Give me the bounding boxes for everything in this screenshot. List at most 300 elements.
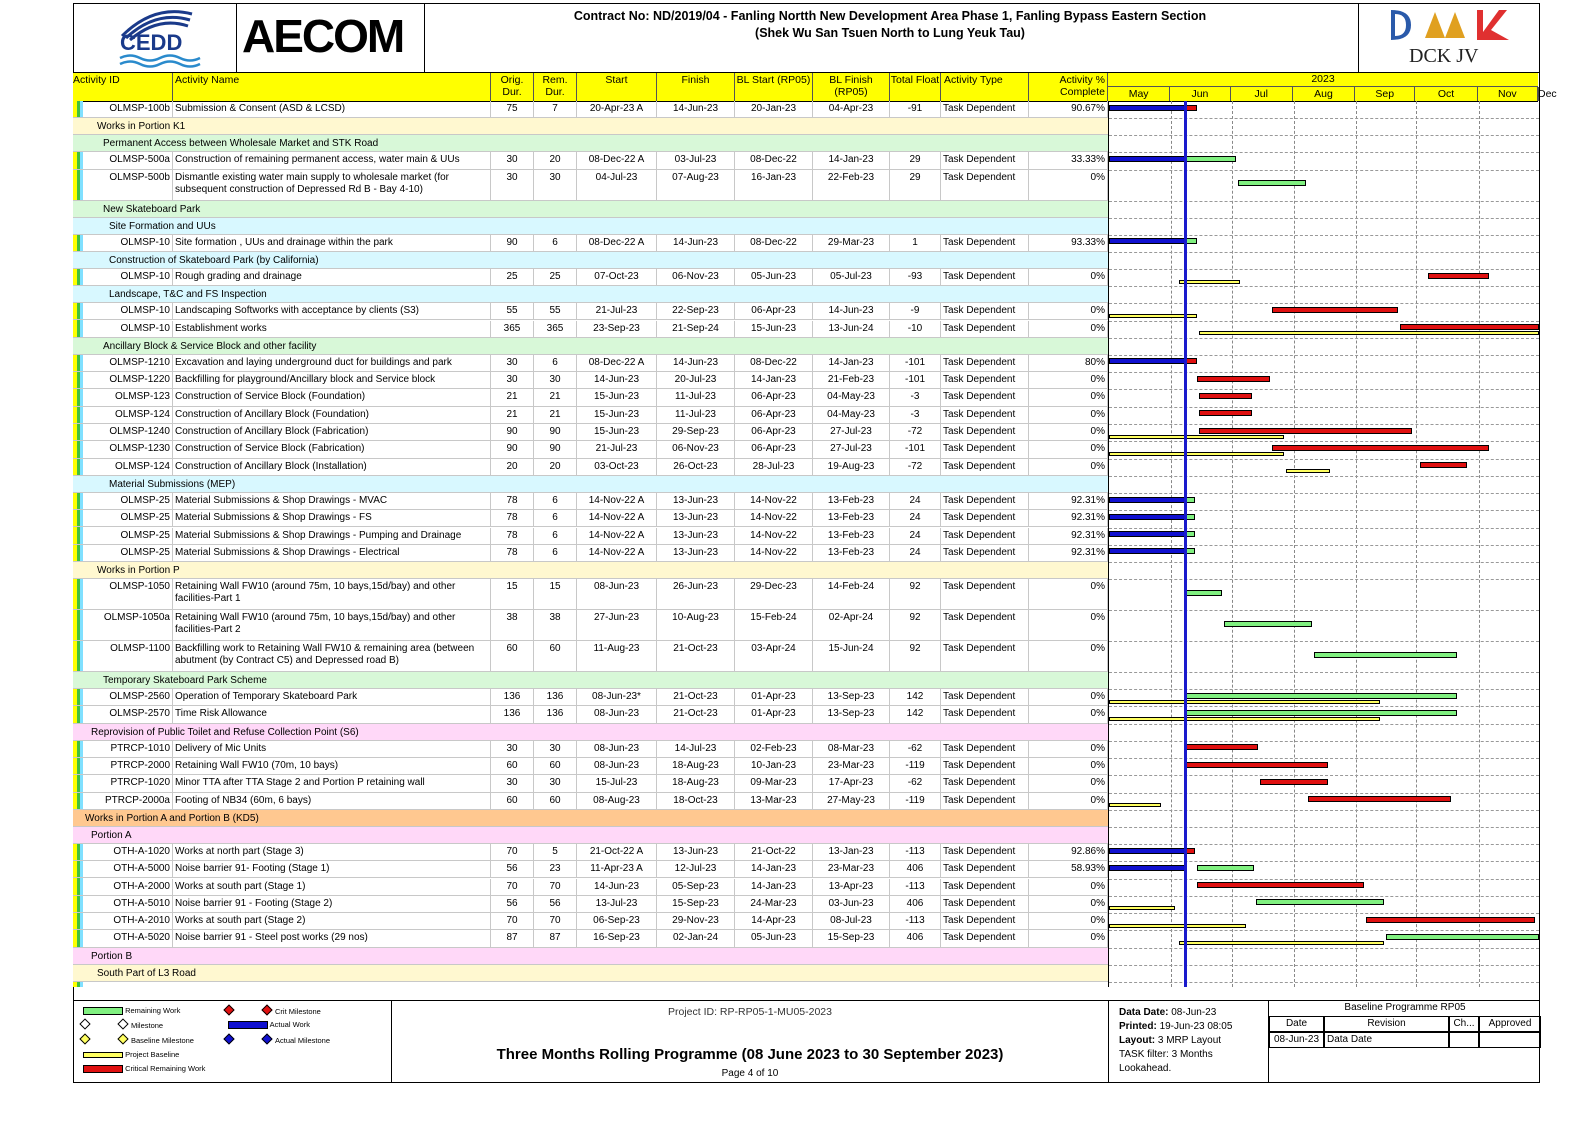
total-float-cell: 92 xyxy=(890,579,941,609)
activity-type-cell: Task Dependent xyxy=(941,913,1029,929)
gantt-row-line xyxy=(1109,493,1539,494)
bl-finish-cell: 14-Jun-23 xyxy=(813,303,890,319)
contract-title xyxy=(430,8,1350,42)
activity-id-cell: OLMSP-123 xyxy=(73,389,173,405)
col-finish[interactable]: Finish xyxy=(657,73,735,101)
bl-start-cell: 16-Jan-23 xyxy=(735,170,813,200)
legend-critical-swatch xyxy=(83,1065,123,1073)
col-activity-type[interactable]: Activity Type xyxy=(941,73,1029,101)
orig-dur-cell: 60 xyxy=(491,758,534,774)
baseline-bar[interactable] xyxy=(1199,331,1539,335)
table-row[interactable] xyxy=(73,861,1108,878)
pct-complete-cell: 92.31% xyxy=(1029,510,1108,526)
bl-start-cell: 08-Dec-22 xyxy=(735,235,813,251)
rem-dur-cell: 70 xyxy=(534,913,577,929)
gantt-row-line xyxy=(1109,689,1539,690)
finish-date-cell: 07-Aug-23 xyxy=(657,170,735,200)
bl-start-cell: 14-Nov-22 xyxy=(735,528,813,544)
table-row[interactable] xyxy=(73,689,1108,706)
table-row[interactable] xyxy=(73,641,1108,672)
finish-date-cell: 02-Jan-24 xyxy=(657,930,735,946)
critical-bar[interactable] xyxy=(1272,445,1489,451)
critical-bar[interactable] xyxy=(1199,428,1412,434)
actual-bar[interactable] xyxy=(1109,548,1185,554)
table-row[interactable] xyxy=(73,610,1108,641)
table-row[interactable] xyxy=(73,896,1108,913)
remaining-bar[interactable] xyxy=(1314,652,1457,658)
start-date-cell: 20-Apr-23 A xyxy=(577,101,657,117)
pct-complete-cell: 0% xyxy=(1029,706,1108,722)
bl-finish-cell: 03-Jun-23 xyxy=(813,896,890,912)
baseline-bar[interactable] xyxy=(1109,435,1284,439)
baseline-milestone-icon xyxy=(79,1033,90,1044)
wbs-band[interactable]: Temporary Skateboard Park Scheme xyxy=(73,672,1108,689)
bl-finish-cell: 21-Feb-23 xyxy=(813,372,890,388)
contract-title-line2: (Shek Wu San Tsuen North to Lung Yeuk Tau) xyxy=(755,26,1025,40)
bl-finish-cell: 13-Apr-23 xyxy=(813,879,890,895)
activity-type-cell: Task Dependent xyxy=(941,269,1029,285)
bl-finish-cell: 13-Jun-24 xyxy=(813,321,890,337)
col-rem-dur[interactable]: Rem. Dur. xyxy=(534,73,577,101)
bl-start-cell: 14-Nov-22 xyxy=(735,545,813,561)
table-row[interactable] xyxy=(73,879,1108,896)
wbs-band[interactable]: Portion A xyxy=(73,827,1108,844)
table-row[interactable] xyxy=(73,269,1108,286)
wbs-band[interactable]: Reprovision of Public Toilet and Refuse Collection Point (S6) xyxy=(73,724,1108,741)
timeline-year: 2023 xyxy=(1108,73,1538,87)
remaining-bar[interactable] xyxy=(1238,180,1306,186)
pct-complete-cell: 92.31% xyxy=(1029,493,1108,509)
orig-dur-cell: 75 xyxy=(491,101,534,117)
critical-bar[interactable] xyxy=(1185,744,1257,750)
wbs-band[interactable]: New Skateboard Park xyxy=(73,201,1108,218)
remaining-bar[interactable] xyxy=(1256,899,1385,905)
start-date-cell: 15-Jul-23 xyxy=(577,775,657,791)
actual-bar[interactable] xyxy=(1109,358,1185,364)
activity-type-cell: Task Dependent xyxy=(941,689,1029,705)
activity-type-cell: Task Dependent xyxy=(941,793,1029,809)
gantt-row-line xyxy=(1109,982,1539,983)
activity-id-cell: OLMSP-10 xyxy=(73,303,173,319)
wbs-band[interactable]: Portion B xyxy=(73,948,1108,965)
col-activity-id[interactable]: Activity ID xyxy=(73,73,173,101)
gantt-row-line xyxy=(1109,118,1539,119)
bl-finish-cell: 22-Feb-23 xyxy=(813,170,890,200)
activity-type-cell: Task Dependent xyxy=(941,170,1029,200)
total-float-cell: -3 xyxy=(890,389,941,405)
table-row[interactable] xyxy=(73,528,1108,545)
pct-complete-cell: 0% xyxy=(1029,689,1108,705)
finish-date-cell: 21-Oct-23 xyxy=(657,706,735,722)
activity-id-cell: OTH-A-2000 xyxy=(73,879,173,895)
activity-type-cell: Task Dependent xyxy=(941,459,1029,475)
actual-bar[interactable] xyxy=(1109,865,1185,871)
critical-bar[interactable] xyxy=(1197,376,1269,382)
remaining-bar[interactable] xyxy=(1185,693,1456,699)
filter-line: TASK filter: 3 Months Lookahead. xyxy=(1119,1049,1213,1074)
total-float-cell: -91 xyxy=(890,101,941,117)
start-date-cell: 03-Oct-23 xyxy=(577,459,657,475)
rem-dur-cell: 6 xyxy=(534,510,577,526)
bl-start-cell: 05-Jun-23 xyxy=(735,930,813,946)
start-date-cell: 21-Jul-23 xyxy=(577,441,657,457)
rem-dur-cell: 23 xyxy=(534,861,577,877)
start-date-cell: 08-Dec-22 A xyxy=(577,152,657,168)
total-float-cell: 24 xyxy=(890,493,941,509)
table-row[interactable] xyxy=(73,793,1108,810)
timeline-month: Aug xyxy=(1293,87,1355,101)
table-row[interactable] xyxy=(73,389,1108,406)
bl-start-cell: 14-Nov-22 xyxy=(735,493,813,509)
total-float-cell: 406 xyxy=(890,861,941,877)
gantt-row-line xyxy=(1109,913,1539,914)
table-row[interactable] xyxy=(73,545,1108,562)
bl-finish-cell: 14-Jan-23 xyxy=(813,355,890,371)
bl-finish-cell: 08-Mar-23 xyxy=(813,741,890,757)
baseline-bar[interactable] xyxy=(1109,717,1380,721)
start-date-cell: 08-Jun-23 xyxy=(577,706,657,722)
rem-dur-cell: 136 xyxy=(534,706,577,722)
legend-baseline-swatch xyxy=(83,1052,123,1058)
activity-name-cell: Retaining Wall FW10 (around 75m, 10 bays,15d/bay) and other facilities-Part 1 xyxy=(173,579,491,609)
critical-bar[interactable] xyxy=(1400,324,1539,330)
activity-type-cell: Task Dependent xyxy=(941,861,1029,877)
gantt-row-line xyxy=(1109,303,1539,304)
wbs-band[interactable]: South Part of L3 Road xyxy=(73,965,1108,982)
table-row[interactable] xyxy=(73,303,1108,320)
activity-id-cell: OLMSP-2570 xyxy=(73,706,173,722)
activity-id-cell: OLMSP-500b xyxy=(73,170,173,200)
legend-milestone xyxy=(81,1020,163,1031)
total-float-cell: 24 xyxy=(890,510,941,526)
pct-complete-cell: 0% xyxy=(1029,913,1108,929)
baseline-col-date: Date xyxy=(1269,1016,1324,1032)
total-float-cell: -9 xyxy=(890,303,941,319)
orig-dur-cell: 30 xyxy=(491,741,534,757)
gantt-row-line xyxy=(1109,321,1539,322)
activity-type-cell: Task Dependent xyxy=(941,424,1029,440)
legend-project-baseline xyxy=(83,1050,179,1060)
table-row[interactable] xyxy=(73,706,1108,723)
gantt-row-line xyxy=(1109,407,1539,408)
programme-title: Three Months Rolling Programme (08 June 2023 to 30 September 2023) xyxy=(496,1046,1004,1063)
total-float-cell: 24 xyxy=(890,545,941,561)
gantt-row-line xyxy=(1109,286,1539,287)
wbs-band[interactable]: Works in Portion A and Portion B (KD5) xyxy=(73,810,1108,827)
activity-id-cell: OTH-A-1020 xyxy=(73,844,173,860)
activity-name-cell: Backfilling work to Retaining Wall FW10 & remaining area (between abutment (by Contract C5) and Depressed road B) xyxy=(173,641,491,671)
gantt-row-line xyxy=(1109,252,1539,253)
table-row[interactable] xyxy=(73,441,1108,458)
orig-dur-cell: 70 xyxy=(491,879,534,895)
finish-date-cell: 15-Sep-23 xyxy=(657,896,735,912)
activity-type-cell: Task Dependent xyxy=(941,528,1029,544)
activity-id-cell: OTH-A-2010 xyxy=(73,913,173,929)
rem-dur-cell: 87 xyxy=(534,930,577,946)
bl-finish-cell: 13-Sep-23 xyxy=(813,689,890,705)
rem-dur-cell: 15 xyxy=(534,579,577,609)
baseline-bar[interactable] xyxy=(1109,700,1380,704)
orig-dur-cell: 38 xyxy=(491,610,534,640)
remaining-bar[interactable] xyxy=(1185,710,1456,716)
wbs-band[interactable]: Site Formation and UUs xyxy=(73,218,1108,235)
bl-start-cell: 15-Feb-24 xyxy=(735,610,813,640)
activity-type-cell: Task Dependent xyxy=(941,321,1029,337)
critical-bar[interactable] xyxy=(1185,762,1328,768)
orig-dur-cell: 30 xyxy=(491,355,534,371)
total-float-cell: 29 xyxy=(890,152,941,168)
baseline-bar[interactable] xyxy=(1109,924,1246,928)
table-row[interactable] xyxy=(73,758,1108,775)
finish-date-cell: 18-Oct-23 xyxy=(657,793,735,809)
start-date-cell: 21-Oct-22 A xyxy=(577,844,657,860)
wbs-band[interactable]: Construction of Skateboard Park (by California) xyxy=(73,252,1108,269)
baseline-bar[interactable] xyxy=(1109,803,1161,807)
table-row[interactable] xyxy=(73,493,1108,510)
actual-bar[interactable] xyxy=(1109,531,1185,537)
start-date-cell: 14-Nov-22 A xyxy=(577,545,657,561)
page-number: Page 4 of 10 xyxy=(721,1068,779,1079)
remaining-bar[interactable] xyxy=(1224,621,1312,627)
activity-id-cell: PTRCP-1020 xyxy=(73,775,173,791)
col-orig-dur[interactable]: Orig. Dur. xyxy=(491,73,534,101)
gantt-row-line xyxy=(1109,965,1539,966)
dck-jv-logo xyxy=(1358,4,1539,72)
pct-complete-cell: 0% xyxy=(1029,407,1108,423)
wbs-band[interactable]: Material Submissions (MEP) xyxy=(73,476,1108,493)
start-date-cell: 15-Jun-23 xyxy=(577,424,657,440)
layout-label: Layout: xyxy=(1119,1035,1156,1046)
activity-name-cell: Noise barrier 91 - Footing (Stage 2) xyxy=(173,896,491,912)
critical-bar[interactable] xyxy=(1428,273,1488,279)
orig-dur-cell: 70 xyxy=(491,844,534,860)
dck-logo-text: DCK JV xyxy=(1409,45,1479,67)
printed-value: 19-Jun-23 08:05 xyxy=(1159,1021,1233,1032)
baseline-bar[interactable] xyxy=(1179,941,1384,945)
orig-dur-cell: 20 xyxy=(491,459,534,475)
start-date-cell: 13-Jul-23 xyxy=(577,896,657,912)
start-date-cell: 08-Dec-22 A xyxy=(577,355,657,371)
rem-dur-cell: 6 xyxy=(534,545,577,561)
table-row[interactable] xyxy=(73,372,1108,389)
activity-id-cell: OLMSP-124 xyxy=(73,407,173,423)
col-total-float[interactable]: Total Float xyxy=(890,73,941,101)
total-float-cell: 142 xyxy=(890,706,941,722)
legend-milestone-label: Milestone xyxy=(131,1021,164,1030)
critical-bar[interactable] xyxy=(1308,796,1451,802)
baseline-title: Baseline Programme RP05 xyxy=(1344,1002,1466,1013)
pct-complete-cell: 33.33% xyxy=(1029,152,1108,168)
actual-bar[interactable] xyxy=(1109,848,1185,854)
activity-type-cell: Task Dependent xyxy=(941,741,1029,757)
start-date-cell: 07-Oct-23 xyxy=(577,269,657,285)
activity-type-cell: Task Dependent xyxy=(941,389,1029,405)
bl-finish-cell: 13-Feb-23 xyxy=(813,510,890,526)
gantt-row-line xyxy=(1109,793,1539,794)
legend-remaining-label: Remaining Work xyxy=(125,1006,181,1015)
activity-id-cell: OLMSP-1220 xyxy=(73,372,173,388)
activity-type-cell: Task Dependent xyxy=(941,510,1029,526)
rem-dur-cell: 6 xyxy=(534,528,577,544)
orig-dur-cell: 70 xyxy=(491,913,534,929)
table-row[interactable] xyxy=(73,741,1108,758)
total-float-cell: -113 xyxy=(890,844,941,860)
bl-finish-cell: 29-Mar-23 xyxy=(813,235,890,251)
actual-bar[interactable] xyxy=(1109,105,1185,111)
table-row[interactable] xyxy=(73,459,1108,476)
wbs-band[interactable]: Ancillary Block & Service Block and other facility xyxy=(73,338,1108,355)
baseline-bar[interactable] xyxy=(1179,280,1239,284)
activity-name-cell: Operation of Temporary Skateboard Park xyxy=(173,689,491,705)
baseline-bar[interactable] xyxy=(1109,906,1175,910)
orig-dur-cell: 365 xyxy=(491,321,534,337)
critical-bar[interactable] xyxy=(1199,410,1251,416)
finish-date-cell: 13-Jun-23 xyxy=(657,528,735,544)
gantt-row-line xyxy=(1109,879,1539,880)
rem-dur-cell: 70 xyxy=(534,879,577,895)
contract-title-line1: Contract No: ND/2019/04 - Fanling Nortth New Development Area Phase 1, Fanling Bypass Eastern Section xyxy=(573,9,1207,23)
timeline-month: Jun xyxy=(1170,87,1230,101)
critical-bar[interactable] xyxy=(1197,882,1364,888)
table-row[interactable] xyxy=(73,152,1108,169)
wbs-band[interactable]: Landscape, T&C and FS Inspection xyxy=(73,286,1108,303)
table-row[interactable] xyxy=(73,321,1108,338)
remaining-bar[interactable] xyxy=(1386,934,1539,940)
col-bl-finish[interactable]: BL Finish (RP05) xyxy=(813,73,890,101)
total-float-cell: 92 xyxy=(890,641,941,671)
wbs-band[interactable]: Permanent Access between Wholesale Market and STK Road xyxy=(73,135,1108,152)
aecom-logo-text: AECOM xyxy=(242,10,404,62)
activity-id-cell: PTRCP-2000 xyxy=(73,758,173,774)
gantt-row-line xyxy=(1109,896,1539,897)
activity-name-cell: Establishment works xyxy=(173,321,491,337)
bl-finish-cell: 27-May-23 xyxy=(813,793,890,809)
actual-bar[interactable] xyxy=(1109,156,1185,162)
activity-name-cell: Site formation , UUs and drainage within the park xyxy=(173,235,491,251)
table-row[interactable] xyxy=(73,930,1108,947)
orig-dur-cell: 78 xyxy=(491,545,534,561)
timeline-header xyxy=(1108,73,1557,101)
total-float-cell: -101 xyxy=(890,372,941,388)
wbs-band[interactable]: Works in Portion P xyxy=(73,562,1108,579)
col-bl-start[interactable]: BL Start (RP05) xyxy=(735,73,813,101)
start-date-cell: 16-Sep-23 xyxy=(577,930,657,946)
total-float-cell: -101 xyxy=(890,355,941,371)
critical-bar[interactable] xyxy=(1199,393,1251,399)
activity-name-cell: Rough grading and drainage xyxy=(173,269,491,285)
activity-name-cell: Construction of remaining permanent access, water main & UUs xyxy=(173,152,491,168)
bl-finish-cell: 13-Feb-23 xyxy=(813,493,890,509)
actual-bar[interactable] xyxy=(1109,514,1185,520)
total-float-cell: 24 xyxy=(890,528,941,544)
col-activity-name[interactable]: Activity Name xyxy=(173,73,491,101)
baseline-col-revision: Revision xyxy=(1324,1016,1449,1032)
table-row[interactable] xyxy=(73,355,1108,372)
pct-complete-cell: 80% xyxy=(1029,355,1108,371)
table-row[interactable] xyxy=(73,170,1108,201)
activity-id-cell: OLMSP-1230 xyxy=(73,441,173,457)
table-row[interactable] xyxy=(73,407,1108,424)
print-info xyxy=(1108,1000,1268,1082)
critical-bar[interactable] xyxy=(1420,462,1466,468)
activity-id-cell: OLMSP-1240 xyxy=(73,424,173,440)
table-row[interactable] xyxy=(73,101,1108,118)
remaining-bar[interactable] xyxy=(1185,590,1221,596)
col-pct-complete[interactable]: Activity % Complete xyxy=(1029,73,1108,101)
table-row[interactable] xyxy=(73,424,1108,441)
activity-name-cell: Retaining Wall FW10 (70m, 10 bays) xyxy=(173,758,491,774)
activity-name-cell: Time Risk Allowance xyxy=(173,706,491,722)
table-row[interactable] xyxy=(73,510,1108,527)
table-row[interactable] xyxy=(73,235,1108,252)
critical-bar[interactable] xyxy=(1272,307,1399,313)
gantt-chart xyxy=(1108,101,1539,987)
critical-bar[interactable] xyxy=(1260,779,1328,785)
bl-finish-cell: 13-Feb-23 xyxy=(813,528,890,544)
activity-type-cell: Task Dependent xyxy=(941,844,1029,860)
table-row[interactable] xyxy=(73,844,1108,861)
baseline-bar[interactable] xyxy=(1109,452,1284,456)
activity-id-cell: OLMSP-10 xyxy=(73,269,173,285)
activity-id-cell: OLMSP-100b xyxy=(73,101,173,117)
table-row[interactable] xyxy=(73,579,1108,610)
activity-name-cell: Noise barrier 91 - Steel post works (29 nos) xyxy=(173,930,491,946)
activity-name-cell: Construction of Ancillary Block (Fabrication) xyxy=(173,424,491,440)
remaining-bar[interactable] xyxy=(1185,156,1235,162)
milestone-icon xyxy=(117,1018,128,1029)
total-float-cell: -62 xyxy=(890,775,941,791)
col-start[interactable]: Start xyxy=(577,73,657,101)
rem-dur-cell: 30 xyxy=(534,170,577,200)
actual-milestone-icon xyxy=(261,1033,272,1044)
total-float-cell: -119 xyxy=(890,793,941,809)
bl-start-cell: 08-Dec-22 xyxy=(735,355,813,371)
activity-type-cell: Task Dependent xyxy=(941,706,1029,722)
legend-actual-milestone-label: Actual Milestone xyxy=(275,1036,331,1045)
baseline-row-revision: Data Date xyxy=(1324,1032,1449,1048)
bl-finish-cell: 14-Feb-24 xyxy=(813,579,890,609)
rem-dur-cell: 7 xyxy=(534,101,577,117)
total-float-cell: -119 xyxy=(890,758,941,774)
data-date-line xyxy=(1184,101,1187,987)
remaining-bar[interactable] xyxy=(1197,865,1253,871)
activity-id-cell: OLMSP-10 xyxy=(73,321,173,337)
start-date-cell: 14-Nov-22 A xyxy=(577,510,657,526)
legend-actual-work-label: Actual Work xyxy=(269,1020,310,1029)
actual-bar[interactable] xyxy=(1109,238,1185,244)
gantt-row-line xyxy=(1109,510,1539,511)
total-float-cell: 29 xyxy=(890,170,941,200)
actual-bar[interactable] xyxy=(1109,497,1185,503)
orig-dur-cell: 30 xyxy=(491,775,534,791)
activity-name-cell: Minor TTA after TTA Stage 2 and Portion P retaining wall xyxy=(173,775,491,791)
bl-finish-cell: 15-Jun-24 xyxy=(813,641,890,671)
critical-bar[interactable] xyxy=(1366,917,1535,923)
table-row[interactable] xyxy=(73,775,1108,792)
wbs-band[interactable]: Works in Portion K1 xyxy=(73,118,1108,135)
activity-id-cell: OLMSP-25 xyxy=(73,510,173,526)
finish-date-cell: 13-Jun-23 xyxy=(657,493,735,509)
baseline-bar[interactable] xyxy=(1286,469,1330,473)
crit-milestone-icon xyxy=(223,1004,234,1015)
start-date-cell: 14-Nov-22 A xyxy=(577,528,657,544)
table-row[interactable] xyxy=(73,913,1108,930)
gantt-row-line xyxy=(1109,170,1539,171)
gantt-row-line xyxy=(1109,930,1539,931)
orig-dur-cell: 25 xyxy=(491,269,534,285)
pct-complete-cell: 0% xyxy=(1029,930,1108,946)
activity-id-cell: PTRCP-2000a xyxy=(73,793,173,809)
